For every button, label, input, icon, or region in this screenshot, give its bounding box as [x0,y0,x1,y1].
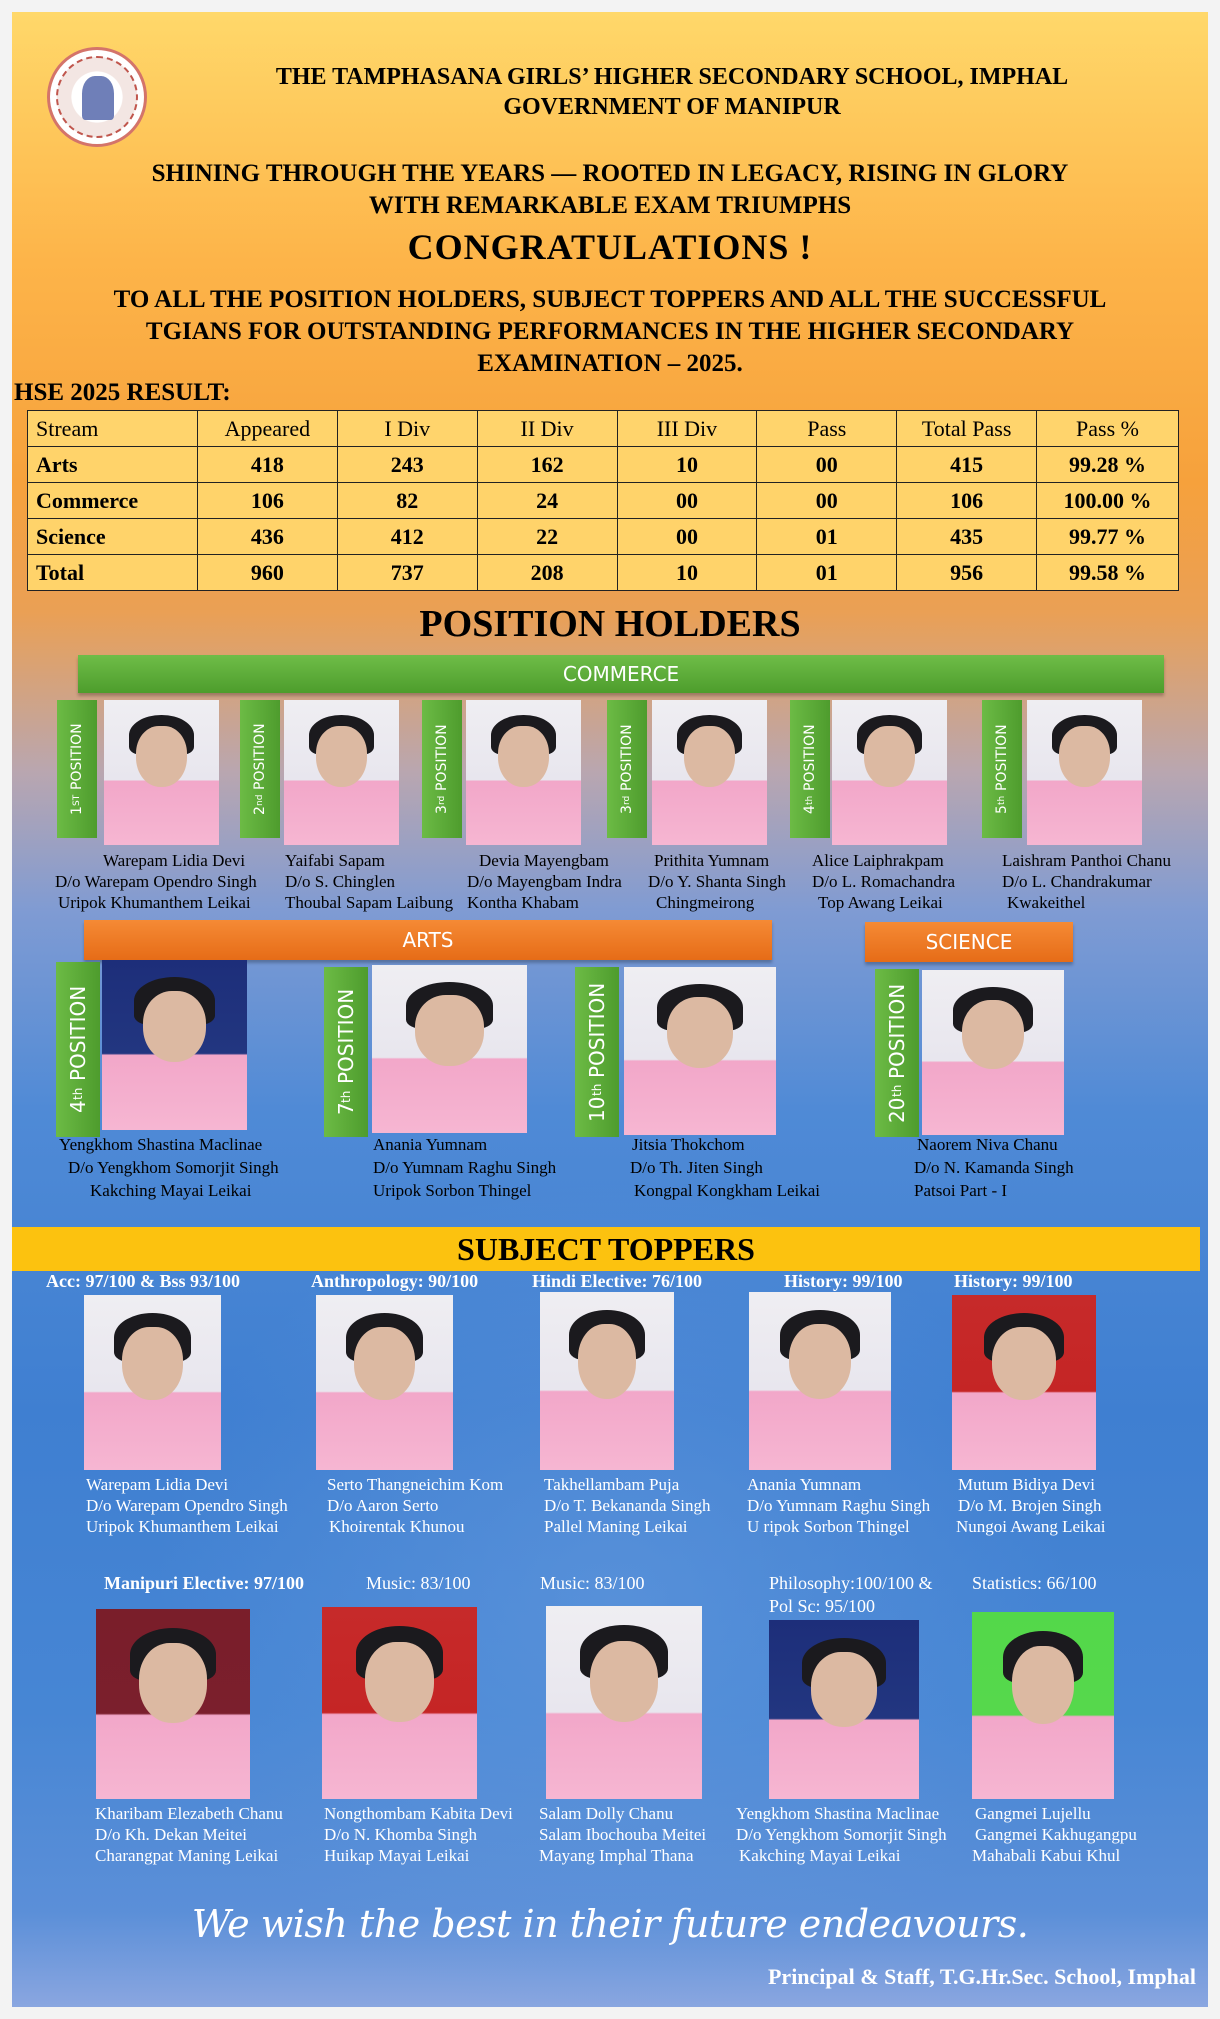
table-cell: 436 [197,519,337,555]
student-photo [624,967,776,1135]
table-row [28,447,1179,483]
table-cell: Arts [28,447,198,483]
parent-caption: D/o Aaron Serto [327,1496,439,1515]
school-header [162,62,1182,122]
student-photo [952,1295,1096,1470]
table-cell: Science [28,519,198,555]
position-tag: 4 th POSITION [790,700,830,838]
table-cell: 960 [197,555,337,591]
government-name: GOVERNMENT OF MANIPUR [503,94,841,120]
science-banner: SCIENCE [865,922,1073,962]
place-caption: Kwakeithel [1007,893,1086,912]
subject-score-line-2: Pol Sc: 95/100 [769,1596,876,1616]
place-caption: Kakching Mayai Leikai [90,1181,252,1200]
student-photo [769,1620,919,1799]
congratulations-message [32,284,1188,380]
best-wishes-message: We wish the best in their future endeavours. [191,1902,1029,1946]
parent-caption: D/o N. Khomba Singh [324,1825,477,1844]
tagline [12,158,1208,222]
position-tag: 10 th POSITION [575,967,619,1137]
table-cell: 106 [197,483,337,519]
subject-score: Hindi Elective: 76/100 [532,1271,702,1291]
table-cell: 162 [477,447,617,483]
place-caption: Top Awang Leikai [818,893,943,912]
parent-caption: D/o N. Kamanda Singh [914,1158,1074,1177]
subject-score: Manipuri Elective: 97/100 [104,1573,304,1593]
column-header: Pass % [1037,411,1179,447]
commerce-banner: COMMERCE [78,655,1164,693]
subject-score: Music: 83/100 [366,1573,471,1593]
column-header: II Div [477,411,617,447]
table-cell: 737 [337,555,477,591]
student-photo [372,965,527,1133]
name-caption: Salam Dolly Chanu [539,1804,674,1823]
student-photo [972,1612,1114,1799]
position-tag: 4 th POSITION [56,962,100,1137]
subject-score: Philosophy:100/100 & [769,1573,933,1593]
place-caption: Khoirentak Khunou [329,1517,465,1536]
table-row [28,519,1179,555]
table-cell: 82 [337,483,477,519]
student-photo [84,1295,221,1470]
place-caption: Mayang Imphal Thana [539,1846,694,1865]
position-tag: 3 rd POSITION [607,700,647,838]
parent-caption: Salam Ibochouba Meitei [539,1825,707,1844]
table-cell: 99.77 % [1037,519,1179,555]
place-caption: Pallel Maning Leikai [544,1517,688,1536]
position-holders-title: POSITION HOLDERS [419,603,801,645]
parent-caption: D/o M. Brojen Singh [958,1496,1102,1515]
student-photo [922,970,1064,1135]
place-caption: Uripok Sorbon Thingel [373,1181,532,1200]
name-caption: Yaifabi Sapam [285,851,385,870]
parent-caption: D/o Kh. Dekan Meitei [95,1825,248,1844]
results-header-row [28,411,1179,447]
subject-score: Anthropology: 90/100 [311,1271,479,1291]
name-caption: Jitsia Thokchom [632,1135,745,1154]
parent-caption: D/o Warepam Opendro Singh [55,872,257,891]
parent-caption: D/o Y. Shanta Singh [648,872,786,891]
student-photo [1027,700,1142,845]
student-photo [546,1606,702,1799]
table-cell: 418 [197,447,337,483]
parent-caption: Gangmei Kakhugangpu [975,1825,1137,1844]
results-title: HSE 2025 RESULT: [14,379,231,406]
parent-caption: D/o Mayengbam Indra [467,872,622,891]
parent-caption: D/o Yengkhom Somorjit Singh [736,1825,947,1844]
table-cell: 10 [617,447,757,483]
subject-score: Statistics: 66/100 [972,1573,1097,1593]
table-row [28,555,1179,591]
table-cell: 412 [337,519,477,555]
subject-toppers-banner: SUBJECT TOPPERS [12,1227,1200,1271]
name-caption: Gangmei Lujellu [975,1804,1091,1823]
tagline-line-2: WITH REMARKABLE EXAM TRIUMPHS [368,192,852,219]
student-photo [102,960,247,1130]
message-line-3: EXAMINATION – 2025. [477,350,743,377]
parent-caption: D/o T. Bekananda Singh [544,1496,711,1515]
school-logo-icon [47,47,147,147]
parent-caption: D/o Warepam Opendro Singh [86,1496,288,1515]
student-photo [749,1292,891,1470]
table-cell: 956 [897,555,1037,591]
name-caption: Anania Yumnam [747,1475,862,1494]
column-header: III Div [617,411,757,447]
place-caption: Kongpal Kongkham Leikai [634,1181,821,1200]
name-caption: Alice Laiphrakpam [812,851,944,870]
place-caption: Chingmeirong [656,893,755,912]
name-caption: Warepam Lidia Devi [86,1475,229,1494]
subject-score: Music: 83/100 [540,1573,645,1593]
message-line-1: TO ALL THE POSITION HOLDERS, SUBJECT TOPPERS AND ALL THE SUCCESSFUL [113,286,1107,313]
subject-score: History: 99/100 [784,1271,903,1291]
parent-caption: D/o L. Romachandra [812,872,956,891]
position-tag: 7 th POSITION [324,967,368,1137]
name-caption: Mutum Bidiya Devi [958,1475,1095,1494]
name-caption: Devia Mayengbam [479,851,609,870]
name-caption: Serto Thangneichim Kom [327,1475,504,1494]
place-caption: Patsoi Part - I [914,1181,1008,1200]
column-header: I Div [337,411,477,447]
name-caption: Takhellambam Puja [544,1475,680,1494]
subject-score: Acc: 97/100 & Bss 93/100 [46,1271,240,1291]
arts-banner: ARTS [84,920,772,960]
results-table [27,410,1179,591]
table-cell: 106 [897,483,1037,519]
table-cell: 24 [477,483,617,519]
name-caption: Warepam Lidia Devi [103,851,246,870]
tagline-line-1: SHINING THROUGH THE YEARS — ROOTED IN LEGACY, RISING IN GLORY [151,160,1069,187]
table-cell: 435 [897,519,1037,555]
place-caption: Nungoi Awang Leikai [956,1517,1106,1536]
name-caption: Laishram Panthoi Chanu [1002,851,1172,870]
parent-caption: D/o Th. Jiten Singh [630,1158,763,1177]
place-caption: Huikap Mayai Leikai [324,1846,470,1865]
place-caption: Kontha Khabam [467,893,579,912]
parent-caption: D/o L. Chandrakumar [1002,872,1152,891]
position-tag: 2 nd POSITION [240,700,280,838]
table-cell: 100.00 % [1037,483,1179,519]
column-header: Total Pass [897,411,1037,447]
table-cell: 243 [337,447,477,483]
position-tag: 3 rd POSITION [422,700,462,838]
signature-line: Principal & Staff, T.G.Hr.Sec. School, Imphal [767,1964,1196,1989]
table-cell: Total [28,555,198,591]
table-cell: 00 [617,483,757,519]
column-header: Appeared [197,411,337,447]
name-caption: Nongthombam Kabita Devi [324,1804,513,1823]
table-cell: 01 [757,555,897,591]
table-cell: Commerce [28,483,198,519]
position-tag: 5 th POSITION [982,700,1022,838]
table-cell: 22 [477,519,617,555]
place-caption: U ripok Sorbon Thingel [747,1517,910,1536]
message-line-2: TGIANS FOR OUTSTANDING PERFORMANCES IN THE HIGHER SECONDARY [145,318,1075,345]
table-cell: 10 [617,555,757,591]
table-row [28,483,1179,519]
table-cell: 99.28 % [1037,447,1179,483]
student-photo [96,1609,250,1799]
student-photo [832,700,947,845]
congratulations-heading: CONGRATULATIONS ! [407,227,813,267]
school-name: THE TAMPHASANA GIRLS’ HIGHER SECONDARY SCHOOL, IMPHAL [275,64,1069,90]
student-photo [466,700,581,845]
table-cell: 01 [757,519,897,555]
subject-score: History: 99/100 [954,1271,1073,1291]
table-cell: 208 [477,555,617,591]
position-tag: 20 th POSITION [875,969,919,1137]
name-caption: Kharibam Elezabeth Chanu [95,1804,283,1823]
place-caption: Thoubal Sapam Laibung [285,893,454,912]
place-caption: Mahabali Kabui Khul [972,1846,1121,1865]
position-tag: 1 ST POSITION [57,700,97,838]
table-cell: 00 [757,447,897,483]
place-caption: Uripok Khumanthem Leikai [86,1517,279,1536]
student-photo [284,700,399,845]
place-caption: Uripok Khumanthem Leikai [58,893,251,912]
place-caption: Charangpat Maning Leikai [95,1846,279,1865]
name-caption: Yengkhom Shastina Maclinae [59,1135,263,1154]
parent-caption: D/o S. Chinglen [285,872,396,891]
student-photo [322,1607,477,1799]
parent-caption: D/o Yumnam Raghu Singh [747,1496,931,1515]
parent-caption: D/o Yengkhom Somorjit Singh [68,1158,279,1177]
column-header: Pass [757,411,897,447]
student-photo [316,1295,453,1470]
name-caption: Yengkhom Shastina Maclinae [736,1804,940,1823]
name-caption: Naorem Niva Chanu [917,1135,1058,1154]
student-photo [540,1292,674,1470]
student-photo [104,700,219,845]
name-caption: Anania Yumnam [373,1135,488,1154]
table-cell: 99.58 % [1037,555,1179,591]
student-photo [652,700,767,845]
place-caption: Kakching Mayai Leikai [739,1846,901,1865]
table-cell: 00 [617,519,757,555]
table-cell: 415 [897,447,1037,483]
parent-caption: D/o Yumnam Raghu Singh [373,1158,557,1177]
poster [12,12,1208,2007]
name-caption: Prithita Yumnam [654,851,770,870]
table-cell: 00 [757,483,897,519]
column-header: Stream [28,411,198,447]
